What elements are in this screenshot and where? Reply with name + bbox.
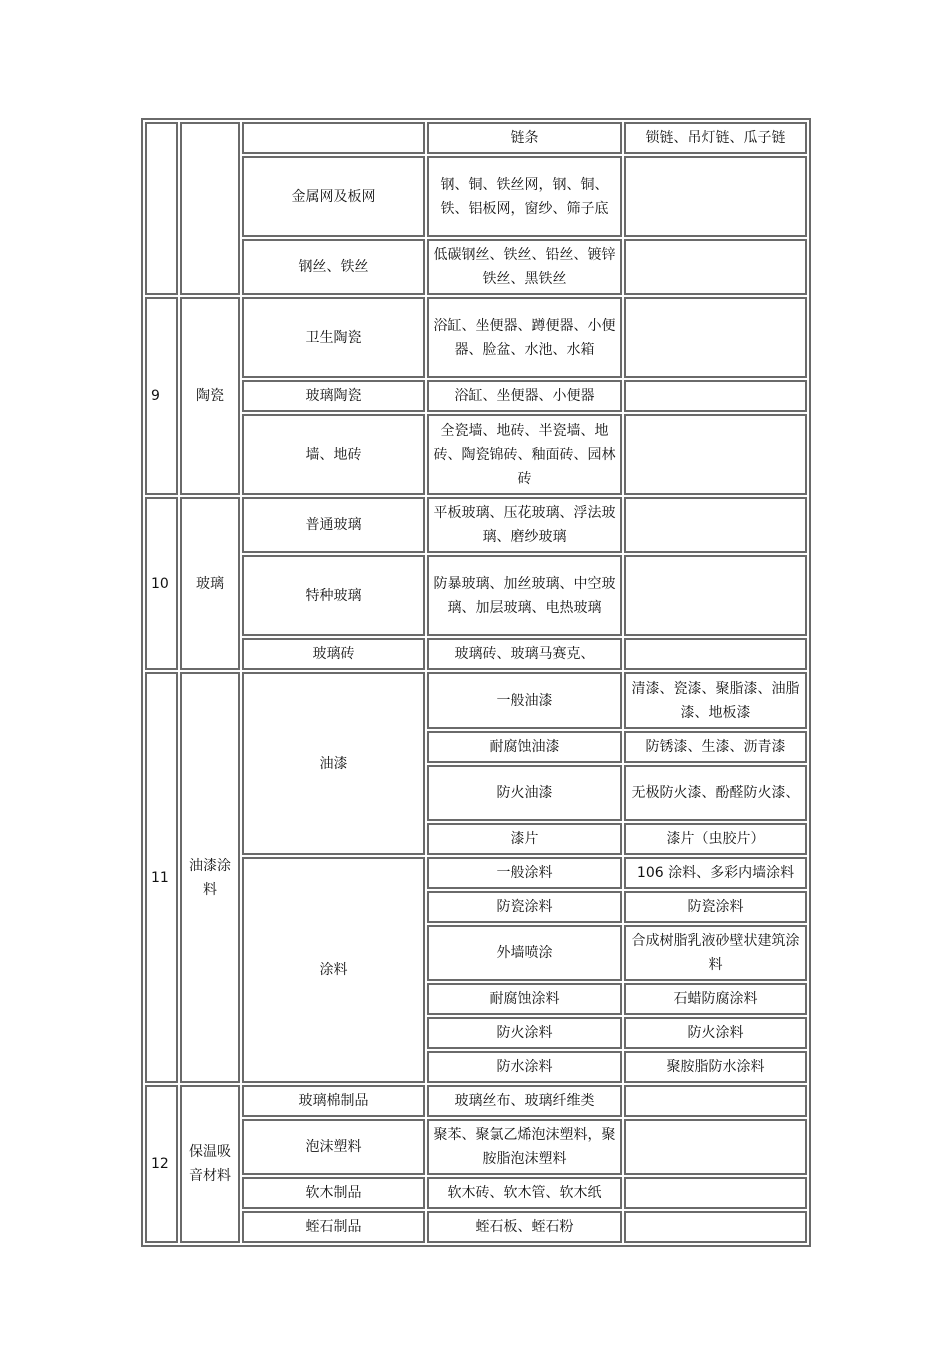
table-row [145, 380, 807, 412]
item-cell: 一般涂料 [427, 857, 622, 889]
subcategory-cell: 油漆 [242, 672, 425, 855]
category-cell: 油漆涂料 [180, 672, 240, 1083]
detail-cell: 聚胺脂防水涂料 [624, 1051, 807, 1083]
item-cell: 防火油漆 [427, 765, 622, 821]
serial-cell: 12 [145, 1085, 178, 1243]
detail-cell [624, 555, 807, 636]
subcategory-cell: 泡沫塑料 [242, 1119, 425, 1175]
table-row [145, 1085, 807, 1117]
table-row [145, 857, 807, 889]
serial-cell: 9 [145, 297, 178, 495]
detail-cell [624, 239, 807, 295]
detail-cell: 防瓷涂料 [624, 891, 807, 923]
table-row [145, 1119, 807, 1175]
subcategory-cell: 墙、地砖 [242, 414, 425, 495]
table-row [145, 156, 807, 237]
detail-cell [624, 1177, 807, 1209]
table-row [145, 1211, 807, 1243]
detail-cell: 防锈漆、生漆、沥青漆 [624, 731, 807, 763]
subcategory-cell: 涂料 [242, 857, 425, 1083]
serial-cell: 10 [145, 497, 178, 670]
detail-cell: 清漆、瓷漆、聚脂漆、油脂漆、地板漆 [624, 672, 807, 729]
item-cell: 防火涂料 [427, 1017, 622, 1049]
table-row [145, 1177, 807, 1209]
serial-cell [145, 122, 178, 295]
item-cell: 平板玻璃、压花玻璃、浮法玻璃、磨纱玻璃 [427, 497, 622, 553]
item-cell: 软木砖、软木管、软木纸 [427, 1177, 622, 1209]
detail-cell [624, 380, 807, 412]
subcategory-cell: 钢丝、铁丝 [242, 239, 425, 295]
category-cell: 玻璃 [180, 497, 240, 670]
item-cell: 防瓷涂料 [427, 891, 622, 923]
detail-cell [624, 1119, 807, 1175]
subcategory-cell: 玻璃棉制品 [242, 1085, 425, 1117]
table-row [145, 239, 807, 295]
item-cell: 钢、铜、铁丝网，钢、铜、铁、铝板网，窗纱、筛子底 [427, 156, 622, 237]
detail-cell: 合成树脂乳液砂壁状建筑涂料 [624, 925, 807, 981]
detail-cell: 防火涂料 [624, 1017, 807, 1049]
table-row [145, 555, 807, 636]
category-cell: 保温吸音材料 [180, 1085, 240, 1243]
detail-cell: 无极防火漆、酚醛防火漆、 [624, 765, 807, 821]
detail-cell [624, 638, 807, 670]
subcategory-cell: 玻璃陶瓷 [242, 380, 425, 412]
subcategory-cell: 普通玻璃 [242, 497, 425, 553]
detail-cell: 锁链、吊灯链、瓜子链 [624, 122, 807, 154]
item-cell: 耐腐蚀涂料 [427, 983, 622, 1015]
subcategory-cell: 特种玻璃 [242, 555, 425, 636]
category-cell [180, 122, 240, 295]
item-cell: 玻璃砖、玻璃马赛克、 [427, 638, 622, 670]
subcategory-cell: 蛭石制品 [242, 1211, 425, 1243]
subcategory-cell: 玻璃砖 [242, 638, 425, 670]
item-cell: 全瓷墙、地砖、半瓷墙、地砖、陶瓷锦砖、釉面砖、园林砖 [427, 414, 622, 495]
item-cell: 蛭石板、蛭石粉 [427, 1211, 622, 1243]
detail-cell [624, 297, 807, 378]
subcategory-cell [242, 122, 425, 154]
table-row [145, 497, 807, 553]
detail-cell: 106 涂料、多彩内墙涂料 [624, 857, 807, 889]
item-cell: 耐腐蚀油漆 [427, 731, 622, 763]
detail-cell [624, 497, 807, 553]
item-cell: 浴缸、坐便器、蹲便器、小便器、脸盆、水池、水箱 [427, 297, 622, 378]
materials-table [141, 118, 811, 1247]
category-cell: 陶瓷 [180, 297, 240, 495]
item-cell: 低碳钢丝、铁丝、铅丝、镀锌铁丝、黑铁丝 [427, 239, 622, 295]
item-cell: 玻璃丝布、玻璃纤维类 [427, 1085, 622, 1117]
subcategory-cell: 软木制品 [242, 1177, 425, 1209]
subcategory-cell: 卫生陶瓷 [242, 297, 425, 378]
detail-cell [624, 156, 807, 237]
table-row [145, 414, 807, 495]
detail-cell [624, 414, 807, 495]
item-cell: 外墙喷涂 [427, 925, 622, 981]
table-row [145, 297, 807, 378]
table-row [145, 672, 807, 729]
detail-cell: 石蜡防腐涂料 [624, 983, 807, 1015]
item-cell: 防水涂料 [427, 1051, 622, 1083]
table-row [145, 638, 807, 670]
detail-cell [624, 1085, 807, 1117]
item-cell: 链条 [427, 122, 622, 154]
detail-cell: 漆片（虫胶片） [624, 823, 807, 855]
item-cell: 浴缸、坐便器、小便器 [427, 380, 622, 412]
table-row [145, 122, 807, 154]
item-cell: 一般油漆 [427, 672, 622, 729]
item-cell: 聚苯、聚氯乙烯泡沫塑料，聚胺脂泡沫塑料 [427, 1119, 622, 1175]
subcategory-cell: 金属网及板网 [242, 156, 425, 237]
item-cell: 漆片 [427, 823, 622, 855]
serial-cell: 11 [145, 672, 178, 1083]
item-cell: 防暴玻璃、加丝玻璃、中空玻璃、加层玻璃、电热玻璃 [427, 555, 622, 636]
detail-cell [624, 1211, 807, 1243]
